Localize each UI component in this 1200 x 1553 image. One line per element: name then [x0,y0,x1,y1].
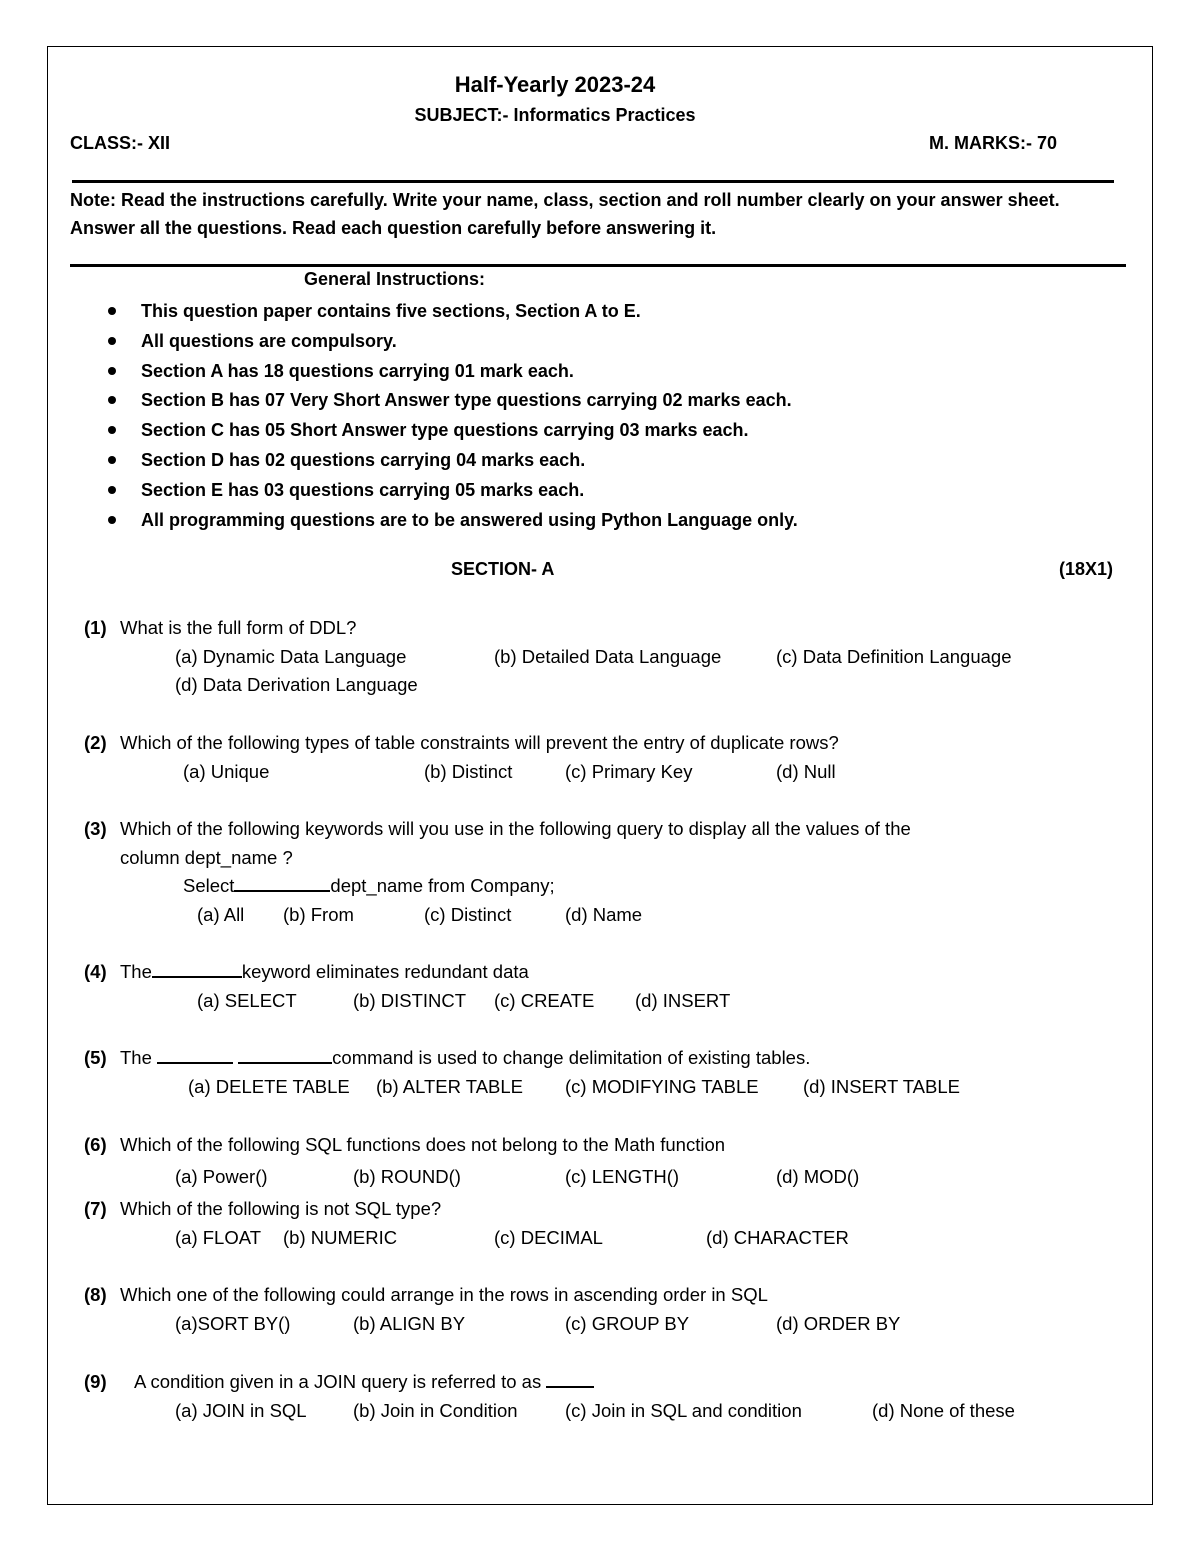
question-text: The keyword eliminates redundant data [120,958,529,986]
exam-title: Half-Yearly 2023-24 [454,72,656,97]
option-b: (b) Join in Condition [353,1400,518,1421]
bullet-icon [108,486,116,494]
bullet-icon [108,307,116,315]
option-c: (c) DECIMAL [494,1227,603,1248]
question-2 [0,729,1200,789]
bullet-icon [108,456,116,464]
instruction-item: Section C has 05 Short Answer type questions carrying 03 marks each. [101,417,798,447]
question-number: (5) [84,1047,107,1068]
question-number: (4) [84,961,107,982]
instructions-list [101,298,798,536]
answer-blank [238,1044,332,1064]
option-b: (b) ALTER TABLE [376,1076,524,1097]
question-number: (8) [84,1284,107,1305]
option-b: (b) ALIGN BY [353,1313,466,1334]
bullet-icon [108,367,116,375]
option-b: (b) DISTINCT [353,990,467,1011]
question-text: Which one of the following could arrange in the rows in ascending order in SQL [120,1284,768,1305]
option-c: (c) Join in SQL and condition [565,1400,802,1421]
answer-blank [546,1368,594,1388]
option-a: (a) Unique [183,761,270,782]
option-a: (a) Power() [175,1166,268,1187]
option-a: (a) Dynamic Data Language [175,646,407,667]
question-3 [0,815,1200,930]
question-7 [0,1195,1200,1255]
option-d: (d) Null [776,761,836,782]
option-b: (b) NUMERIC [283,1227,398,1248]
question-number: (6) [84,1134,107,1155]
instruction-item: Section E has 03 questions carrying 05 marks each. [101,477,798,507]
option-c: (c) Primary Key [565,761,693,782]
option-a: (a) JOIN in SQL [175,1400,307,1421]
option-d: (d) Data Derivation Language [175,674,418,695]
exam-subject: SUBJECT:- Informatics Practices [414,105,696,125]
question-number: (9) [84,1371,107,1392]
option-c: (c) MODIFYING TABLE [565,1076,759,1097]
option-d: (d) MOD() [776,1166,860,1187]
option-d: (d) INSERT TABLE [803,1076,960,1097]
option-d: (d) None of these [872,1400,1015,1421]
answer-blank [152,958,242,978]
question-number: (3) [84,818,107,839]
question-text: Which of the following types of table constraints will prevent the entry of duplicate rows? [120,732,839,753]
option-a: (a) DELETE TABLE [188,1076,350,1097]
option-a: (a)SORT BY() [175,1313,291,1334]
option-d: (d) INSERT [635,990,731,1011]
answer-blank [157,1044,233,1064]
question-4 [0,958,1200,1018]
question-1 [0,614,1200,704]
question-text-continued: column dept_name ? [120,847,293,868]
bullet-icon [108,426,116,434]
query-line: Select dept_name from Company; [183,872,555,900]
section-a-marks: (18X1) [1059,559,1114,579]
option-a: (a) SELECT [197,990,297,1011]
note-text: Note: Read the instructions carefully. Write your name, class, section and roll number clearly on your answer sheet. Answer all the questions. Read each question carefully before answering it. [70,190,1060,238]
instruction-item: All questions are compulsory. [101,328,798,358]
option-c: (c) GROUP BY [565,1313,690,1334]
question-text: Which of the following SQL functions does not belong to the Math function [120,1134,726,1155]
instruction-item: Section B has 07 Very Short Answer type questions carrying 02 marks each. [101,387,798,417]
option-c: (c) LENGTH() [565,1166,680,1187]
instruction-item: All programming questions are to be answered using Python Language only. [101,507,798,537]
option-a: (a) FLOAT [175,1227,261,1248]
question-5 [0,1044,1200,1104]
question-9 [0,1368,1200,1428]
question-text: Which of the following is not SQL type? [120,1198,442,1219]
bullet-icon [108,337,116,345]
max-marks-label: M. MARKS:- 70 [929,133,1058,153]
question-text: A condition given in a JOIN query is referred to as [134,1368,594,1396]
bullet-icon [108,396,116,404]
option-d: (d) CHARACTER [706,1227,849,1248]
option-c: (c) CREATE [494,990,595,1011]
instruction-item: This question paper contains five sections, Section A to E. [101,298,798,328]
question-number: (7) [84,1198,107,1219]
section-a-title: SECTION- A [451,559,555,579]
question-number: (1) [84,617,107,638]
question-text: Which of the following keywords will you use in the following query to display all the values of the [120,818,911,839]
answer-blank [234,872,330,892]
option-b: (b) Detailed Data Language [494,646,722,667]
instruction-item: Section D has 02 questions carrying 04 marks each. [101,447,798,477]
question-number: (2) [84,732,107,753]
general-instructions-title: General Instructions: [304,269,486,289]
question-6 [0,1131,1200,1191]
option-b: (b) From [283,904,354,925]
question-8 [0,1281,1200,1341]
option-a: (a) All [197,904,245,925]
instruction-item: Section A has 18 questions carrying 01 mark each. [101,358,798,388]
option-b: (b) Distinct [424,761,513,782]
option-d: (d) Name [565,904,643,925]
option-b: (b) ROUND() [353,1166,461,1187]
option-c: (c) Data Definition Language [776,646,1012,667]
header-rule [72,180,1114,183]
note-rule [70,264,1126,267]
question-text: The command is used to change delimitation of existing tables. [120,1044,810,1072]
option-d: (d) ORDER BY [776,1313,901,1334]
bullet-icon [108,516,116,524]
class-label: CLASS:- XII [70,133,171,153]
question-text: What is the full form of DDL? [120,617,357,638]
option-c: (c) Distinct [424,904,512,925]
